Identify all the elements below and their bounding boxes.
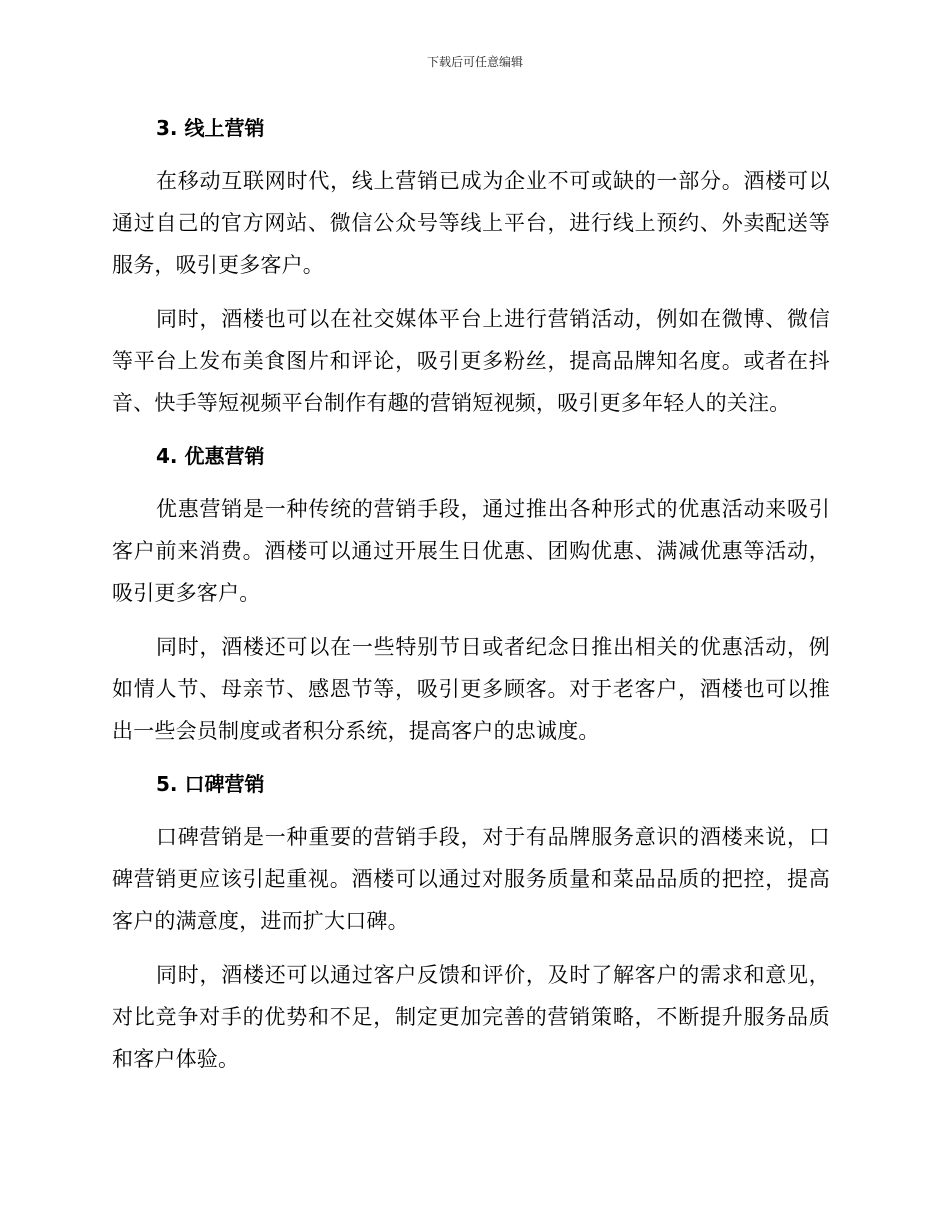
section-word-of-mouth-marketing bbox=[112, 764, 830, 1080]
section-heading: 5. 口碑营销 bbox=[156, 772, 265, 796]
paragraph: 同时，酒楼也可以在社交媒体平台上进行营销活动，例如在微博、微信等平台上发布美食图片和评论，吸引更多粉丝，提高品牌知名度。或者在抖音、快手等短视频平台制作有趣的营销短视频，吸引更多年轻人的关注。 bbox=[112, 307, 830, 415]
page-header: 下载后可任意编辑 bbox=[426, 55, 523, 69]
paragraph: 同时，酒楼还可以在一些特别节日或者纪念日推出相关的优惠活动，例如情人节、母亲节、感恩节等，吸引更多顾客。对于老客户，酒楼也可以推出一些会员制度或者积分系统，提高客户的忠诚度。 bbox=[112, 635, 830, 743]
paragraph: 口碑营销是一种重要的营销手段，对于有品牌服务意识的酒楼来说，口碑营销更应该引起重视。酒楼可以通过对服务质量和菜品品质的把控，提高客户的满意度，进而扩大口碑。 bbox=[112, 825, 830, 933]
section-discount-marketing bbox=[112, 436, 830, 752]
section-heading: 3. 线上营销 bbox=[156, 116, 265, 140]
paragraph: 优惠营销是一种传统的营销手段，通过推出各种形式的优惠活动来吸引客户前来消费。酒楼可以通过开展生日优惠、团购优惠、满减优惠等活动，吸引更多客户。 bbox=[112, 497, 830, 605]
document-body bbox=[112, 108, 830, 1092]
paragraph: 同时，酒楼还可以通过客户反馈和评价，及时了解客户的需求和意见，对比竞争对手的优势和不足，制定更加完善的营销策略，不断提升服务品质和客户体验。 bbox=[112, 963, 830, 1071]
section-online-marketing bbox=[112, 108, 830, 424]
paragraph: 在移动互联网时代，线上营销已成为企业不可或缺的一部分。酒楼可以通过自己的官方网站、微信公众号等线上平台，进行线上预约、外卖配送等服务，吸引更多客户。 bbox=[112, 169, 830, 277]
section-heading: 4. 优惠营销 bbox=[156, 444, 265, 468]
